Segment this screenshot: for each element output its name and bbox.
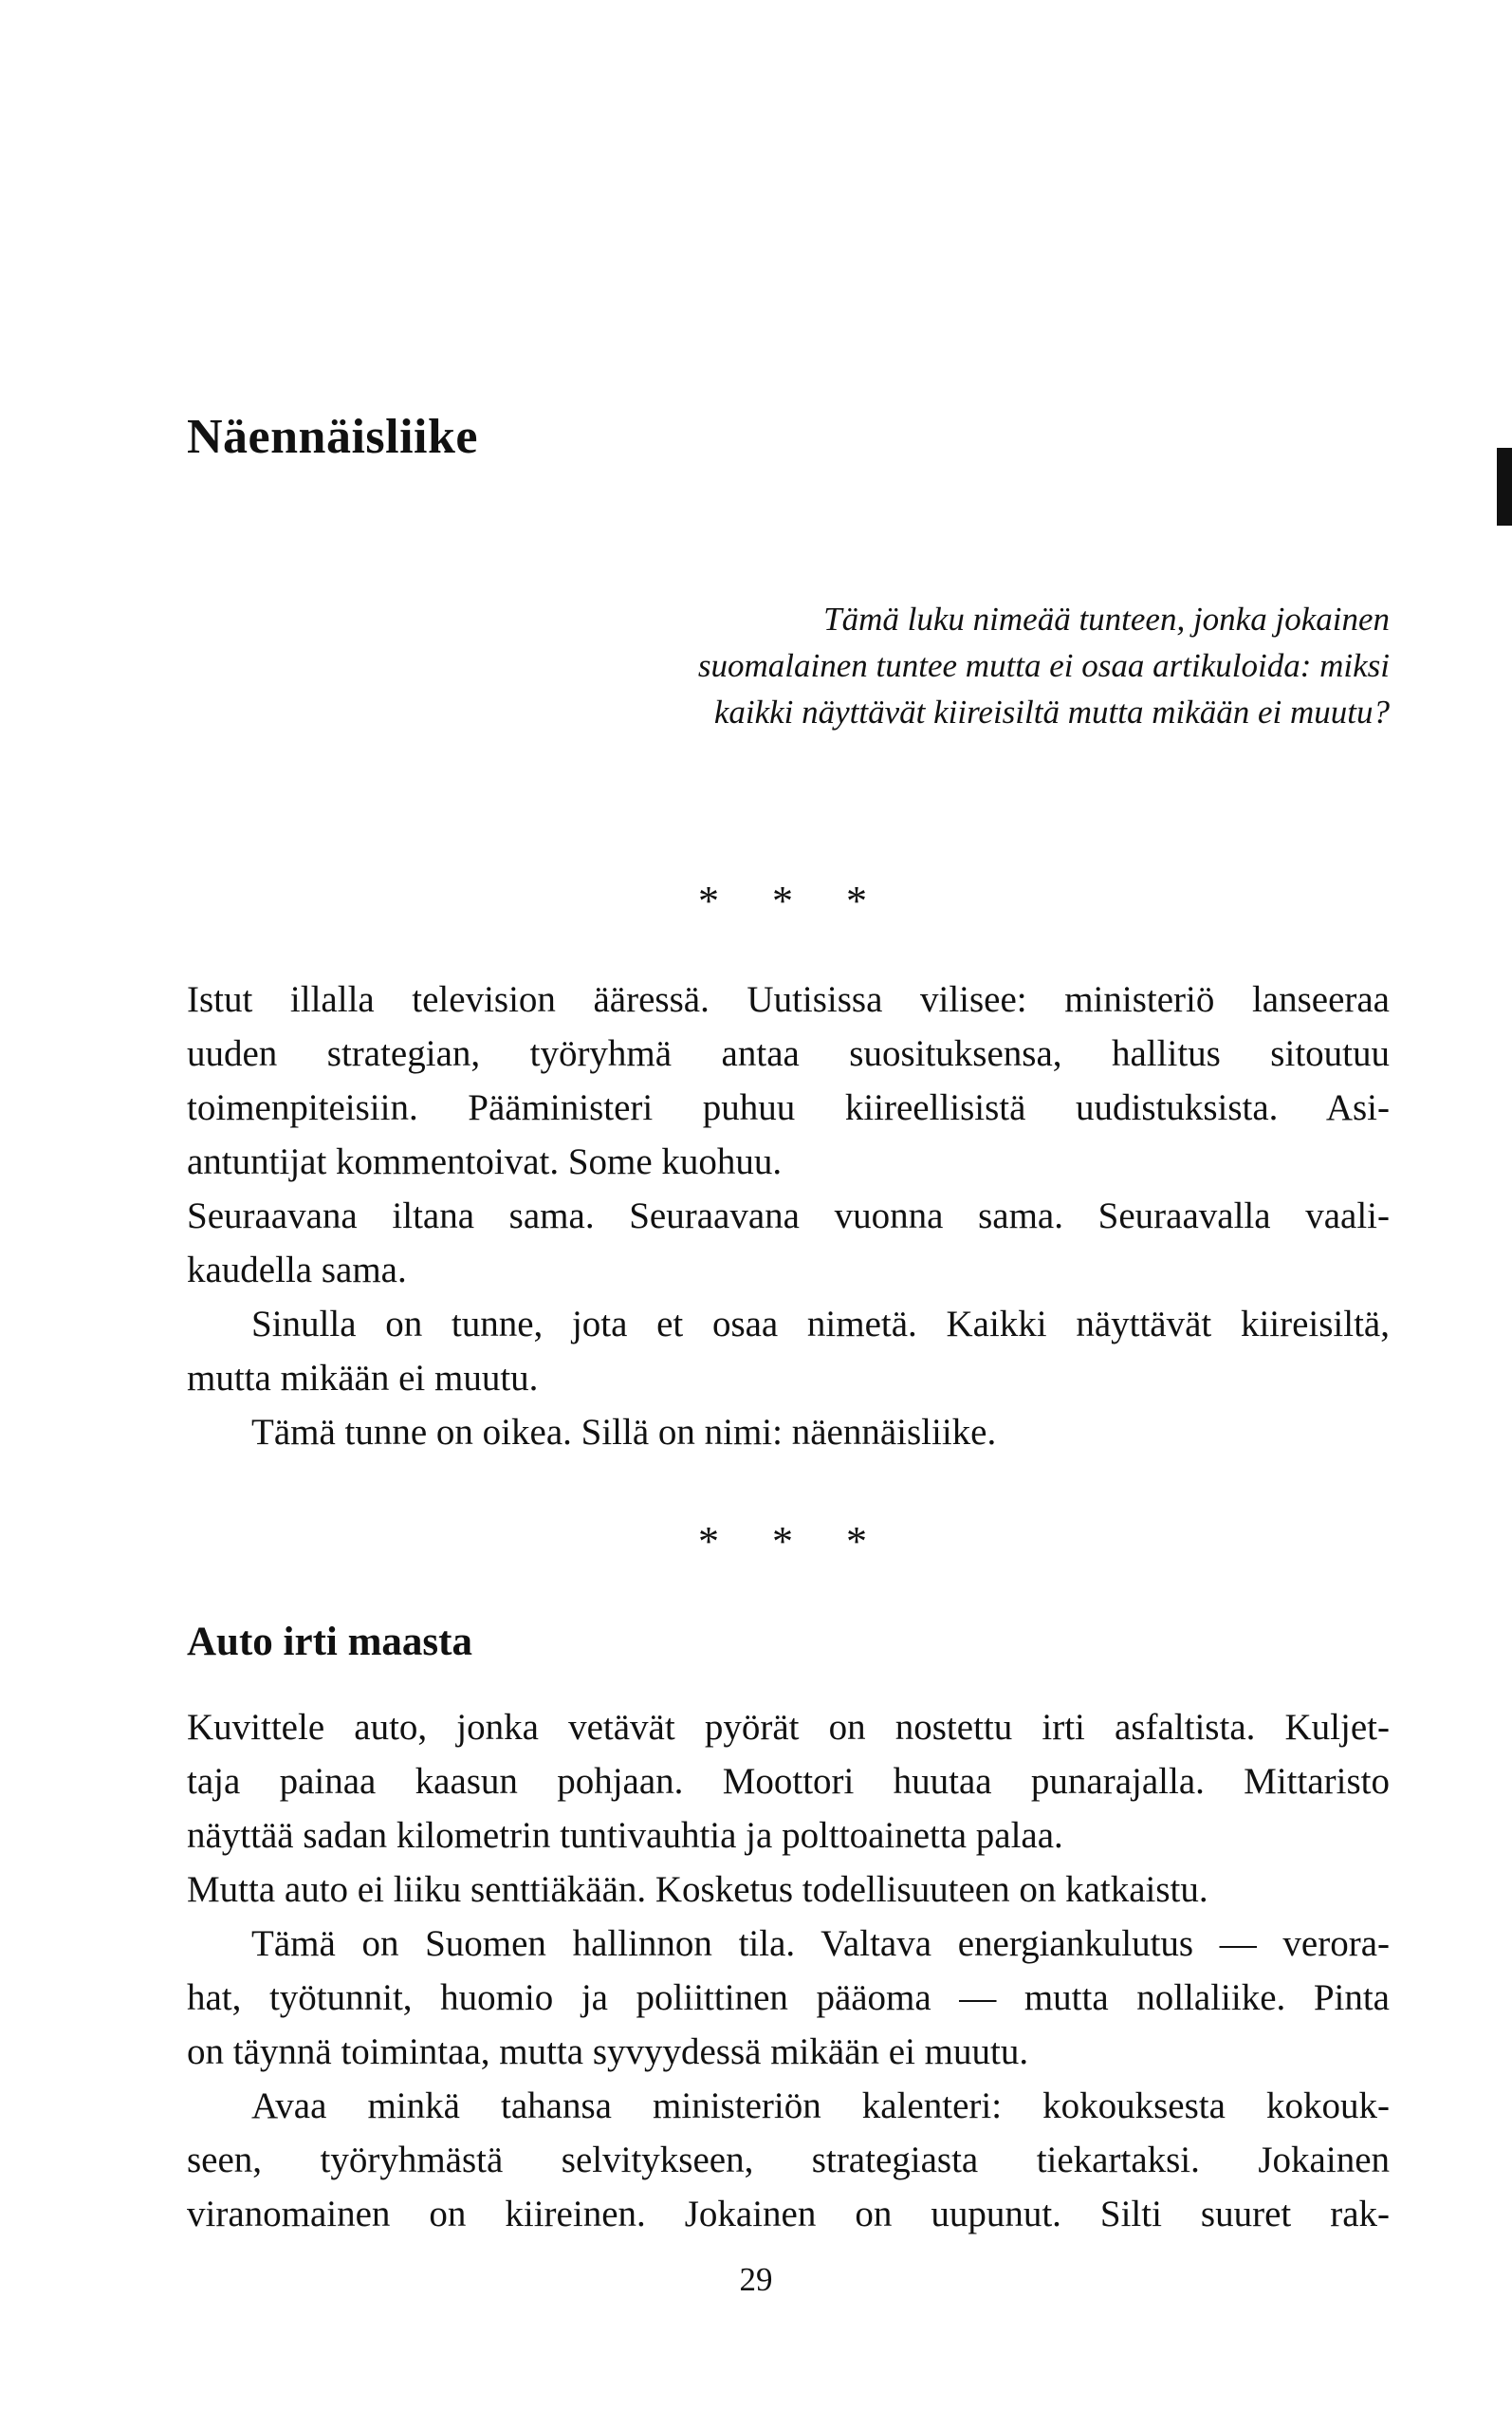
text-line: antuntijat kommentoivat. Some kuohuu. bbox=[187, 1141, 783, 1182]
epigraph-line: kaikki näyttävät kiireisiltä mutta mikään ei muutu? bbox=[713, 694, 1390, 731]
section-break-dinkus bbox=[664, 1518, 901, 1565]
text-line: taja painaa kaasun pohjaan. Moottori huutaa punarajalla. Mittaristo bbox=[187, 1761, 1390, 1802]
text-line: Mutta auto ei liiku senttiäkään. Kosketus todellisuuteen on katkaistu. bbox=[187, 1869, 1208, 1910]
chapter-title: Näennäisliike bbox=[187, 410, 478, 464]
text-line: Sinulla on tunne, jota et osaa nimetä. Kaikki näyttävät kiireisiltä, bbox=[251, 1304, 1390, 1344]
section-text bbox=[187, 1700, 1390, 2241]
epigraph bbox=[531, 596, 1390, 735]
text-line: Avaa minkä tahansa ministeriön kalenteri: kokouksesta kokouk- bbox=[251, 2085, 1390, 2126]
epigraph-line: Tämä luku nimeää tunteen, jonka jokainen bbox=[823, 601, 1390, 638]
page-number: 29 bbox=[739, 2261, 773, 2298]
text-line: toimenpiteisiin. Pääministeri puhuu kiireellisistä uudistuksista. Asi- bbox=[187, 1087, 1390, 1128]
text-line: näyttää sadan kilometrin tuntivauhtia ja polttoainetta palaa. bbox=[187, 1815, 1063, 1856]
dinkus-asterisk: * bbox=[846, 1518, 867, 1565]
section-heading: Auto irti maasta bbox=[187, 1620, 472, 1664]
text-line: Istut illalla television ääressä. Uutisissa vilisee: ministeriö lanseeraa bbox=[187, 979, 1390, 1020]
text-line: Tämä tunne on oikea. Sillä on nimi: näennäisliike. bbox=[251, 1412, 997, 1453]
dinkus-asterisk: * bbox=[772, 878, 793, 924]
text-line: seen, työryhmästä selvitykseen, strategiasta tiekartaksi. Jokainen bbox=[187, 2140, 1390, 2180]
text-line: uuden strategian, työryhmä antaa suosituksensa, hallitus sitoutuu bbox=[187, 1033, 1390, 1074]
epigraph-line: suomalainen tuntee mutta ei osaa artikuloida: miksi bbox=[697, 647, 1390, 684]
text-line: viranomainen on kiireinen. Jokainen on uupunut. Silti suuret rak- bbox=[187, 2194, 1390, 2234]
text-line: Seuraavana iltana sama. Seuraavana vuonna sama. Seuraavalla vaali- bbox=[187, 1195, 1390, 1236]
text-line: Tämä on Suomen hallinnon tila. Valtava energiankulutus — verora- bbox=[251, 1923, 1390, 1964]
text-line: hat, työtunnit, huomio ja poliittinen pääoma — mutta nollaliike. Pinta bbox=[187, 1977, 1390, 2018]
text-line: kaudella sama. bbox=[187, 1250, 407, 1290]
text-line: Kuvittele auto, jonka vetävät pyörät on nostettu irti asfaltista. Kuljet- bbox=[187, 1707, 1390, 1748]
text-line: on täynnä toimintaa, mutta syvyydessä mikään ei muutu. bbox=[187, 2031, 1029, 2072]
dinkus-asterisk: * bbox=[698, 878, 719, 924]
dinkus-asterisk: * bbox=[698, 1518, 719, 1565]
intro-text bbox=[187, 973, 1390, 1459]
dinkus-asterisk: * bbox=[846, 878, 867, 924]
section-break-dinkus bbox=[664, 878, 901, 924]
dinkus-asterisk: * bbox=[772, 1518, 793, 1565]
text-line: mutta mikään ei muutu. bbox=[187, 1358, 539, 1399]
chapter-thumb-tab bbox=[1497, 448, 1512, 526]
